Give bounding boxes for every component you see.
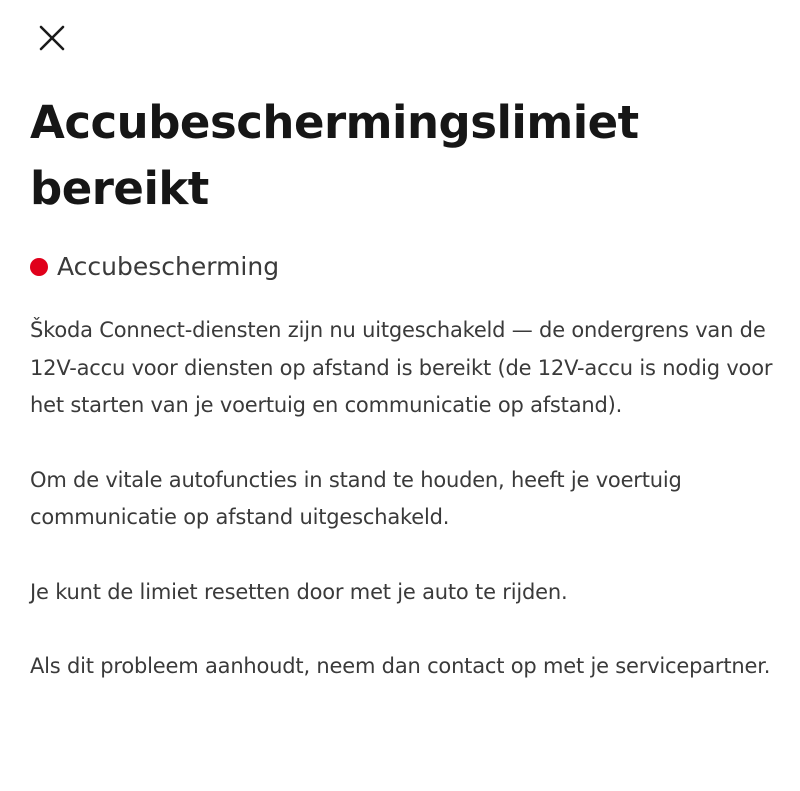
close-button[interactable] bbox=[28, 14, 76, 62]
message-body bbox=[30, 312, 775, 723]
close-icon bbox=[38, 24, 66, 52]
status-label: Accubescherming bbox=[57, 252, 280, 281]
status-dot bbox=[30, 258, 48, 276]
message-paragraph: Om de vitale autofuncties in stand te houden, heeft je voertuig communicatie op afstand uitgeschakeld. bbox=[30, 467, 682, 529]
message-paragraph: Als dit probleem aanhoudt, neem dan contact op met je servicepartner. bbox=[30, 654, 771, 678]
page-title: Accubeschermingslimiet bereikt bbox=[30, 96, 639, 215]
message-paragraph: Škoda Connect-diensten zijn nu uitgeschakeld — de ondergrens van de 12V-accu voor diensten op afstand is bereikt (de 12V-accu is nodig voor het starten van je voertuig en communicatie op afstand). bbox=[30, 318, 773, 417]
status-indicator bbox=[30, 250, 279, 284]
message-paragraph: Je kunt de limiet resetten door met je auto te rijden. bbox=[30, 579, 568, 604]
